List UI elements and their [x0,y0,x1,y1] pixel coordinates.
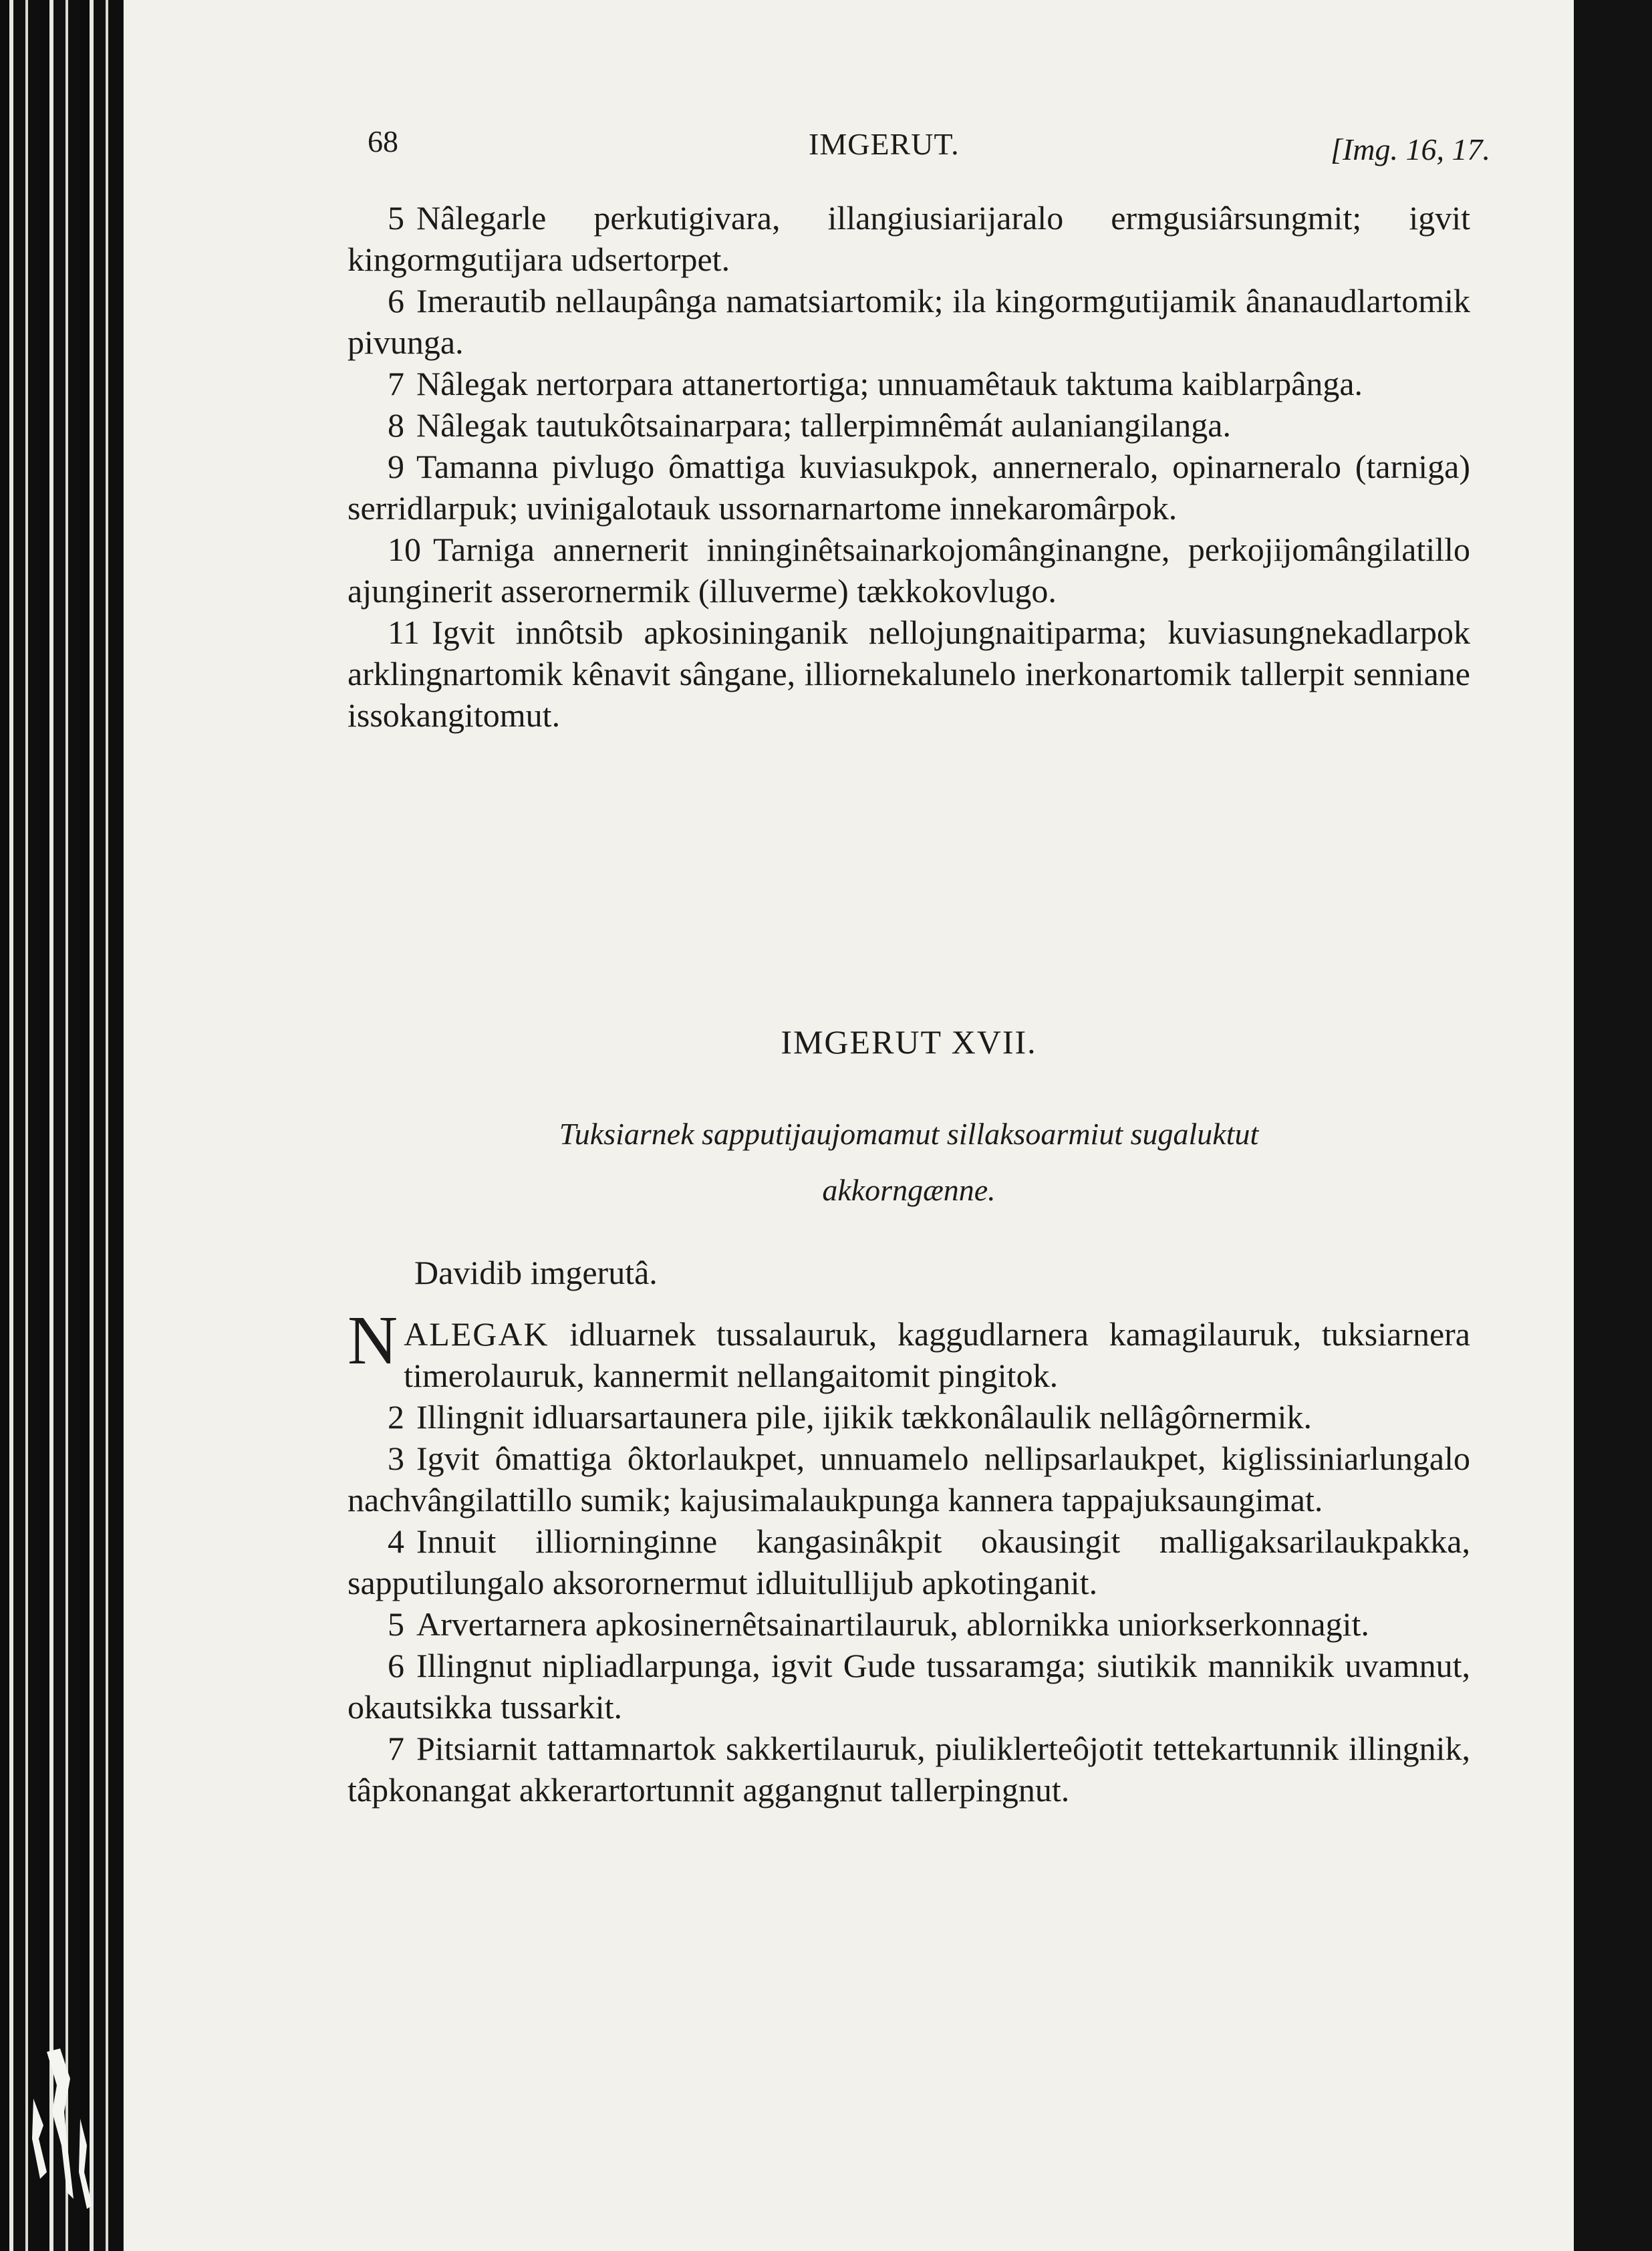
psalm-17-verses [348,1302,1470,1811]
verse-number: 7 [388,1730,404,1767]
chapter-subtitle-line: akkorngænne. [822,1173,996,1207]
verse-text: Arvertarnera apkosinernêtsainartilauruk, ablornikka uniorkserkonnagit. [416,1605,1369,1643]
verse [348,1603,1470,1645]
verse [348,404,1470,446]
running-title: IMGERUT. [809,127,960,161]
page-number: 68 [368,124,398,158]
verse-text: Tamanna pivlugo ômattiga kuviasukpok, annerneralo, opinarneralo (tarniga) serridlarpuk; uvinigalotauk ussornarnartome innekaromârpok. [348,448,1470,527]
verse-number: 6 [388,282,404,319]
chapter-subtitle [348,1106,1470,1218]
verse-text: Tarniga annernerit inninginêtsainarkojomânginangne, perkojijomângilatillo ajunginerit asserornermik (illuverme) tækkokovlugo. [348,531,1470,610]
verse-text: Innuit illiorninginne kangasinâkpit okausingit malligaksarilaukpakka, sapputilungalo aksorornermut idluitullijub apkotinganit. [348,1522,1470,1601]
verse-number: 2 [388,1398,404,1436]
verse-text: Illingnit idluarsartaunera pile, ijikik tækkonâlaulik nellâgôrnermik. [416,1398,1312,1436]
small-caps-word: ALEGAK [404,1315,549,1353]
verse-number: 6 [388,1647,404,1684]
verse [348,1438,1470,1520]
verse-number: 10 [388,531,421,568]
verse-number: 7 [388,365,404,402]
verse-text: Pitsiarnit tattamnartok sakkertilauruk, piuliklerteôjotit tettekartunnik illingnik, tâpkonangat akkerartortunnit aggangnut tallerpingnut. [348,1730,1470,1809]
verse-text: Igvit innôtsib apkosininganik nellojungnaitiparma; kuviasungnekadlarpok arklingnartomik kênavit sângane, illiornekalunelo inerkonartomik tallerpit senniane issokangitomut. [348,614,1470,734]
dark-margin [1574,0,1652,2251]
verse-number: 5 [388,1605,404,1643]
scan-specks [20,2038,120,2212]
chapter-title: IMGERUT XVII. [781,1023,1037,1061]
psalm-attribution: Davidib imgerutâ. [414,1254,658,1291]
verse-number: 4 [388,1522,404,1560]
drop-cap: N [348,1302,399,1379]
verse [348,197,1470,280]
verse [348,363,1470,404]
verse [348,280,1470,363]
chapter-subtitle-line: Tuksiarnek sapputijaujomamut sillaksoarmiut sugaluktut [559,1117,1259,1151]
page-header [348,117,1490,170]
verse [348,1728,1470,1811]
verse-number: 3 [388,1440,404,1477]
first-verse [348,1302,1470,1396]
verse-number: 9 [388,448,404,485]
verse-number: 11 [388,614,420,651]
book-binding [0,0,124,2251]
verse-text: Imerautib nellaupânga namatsiartomik; ila kingormgutijamik ânanaudlartomik pivunga. [348,282,1470,361]
verse-number: 5 [388,199,404,237]
verse-text: Nâlegak tautukôtsainarpara; tallerpimnêmát aulaniangilanga. [416,406,1231,444]
document [348,117,1490,1809]
verse [348,1645,1470,1728]
verse-text: idluarnek tussalauruk, kaggudlarnera kamagilauruk, tuksiarnera timerolauruk, kannermit nellangaitomit pingitok. [404,1315,1470,1394]
verse-text: Nâlegarle perkutigivara, illangiusiarijaralo ermgusiârsungmit; igvit kingormgutijara udsertorpet. [348,199,1470,278]
verse [348,1520,1470,1603]
verse [348,612,1470,736]
verse [348,1396,1470,1438]
psalm-16-verses [348,197,1470,736]
verse [348,529,1470,612]
verse [348,446,1470,529]
chapter-reference: [Img. 16, 17. [1331,132,1490,166]
verse-text: Igvit ômattiga ôktorlaukpet, unnuamelo nellipsarlaukpet, kiglissiniarlungalo nachvângilattillo sumik; kajusimalaukpunga kannera tappajuksaungimat. [348,1440,1470,1518]
verse-text: Nâlegak nertorpara attanertortiga; unnuamêtauk taktuma kaiblarpânga. [416,365,1363,402]
verse-text: Illingnut nipliadlarpunga, igvit Gude tussaramga; siutikik mannikik uvamnut, okautsikka tussarkit. [348,1647,1470,1726]
verse-number: 8 [388,406,404,444]
